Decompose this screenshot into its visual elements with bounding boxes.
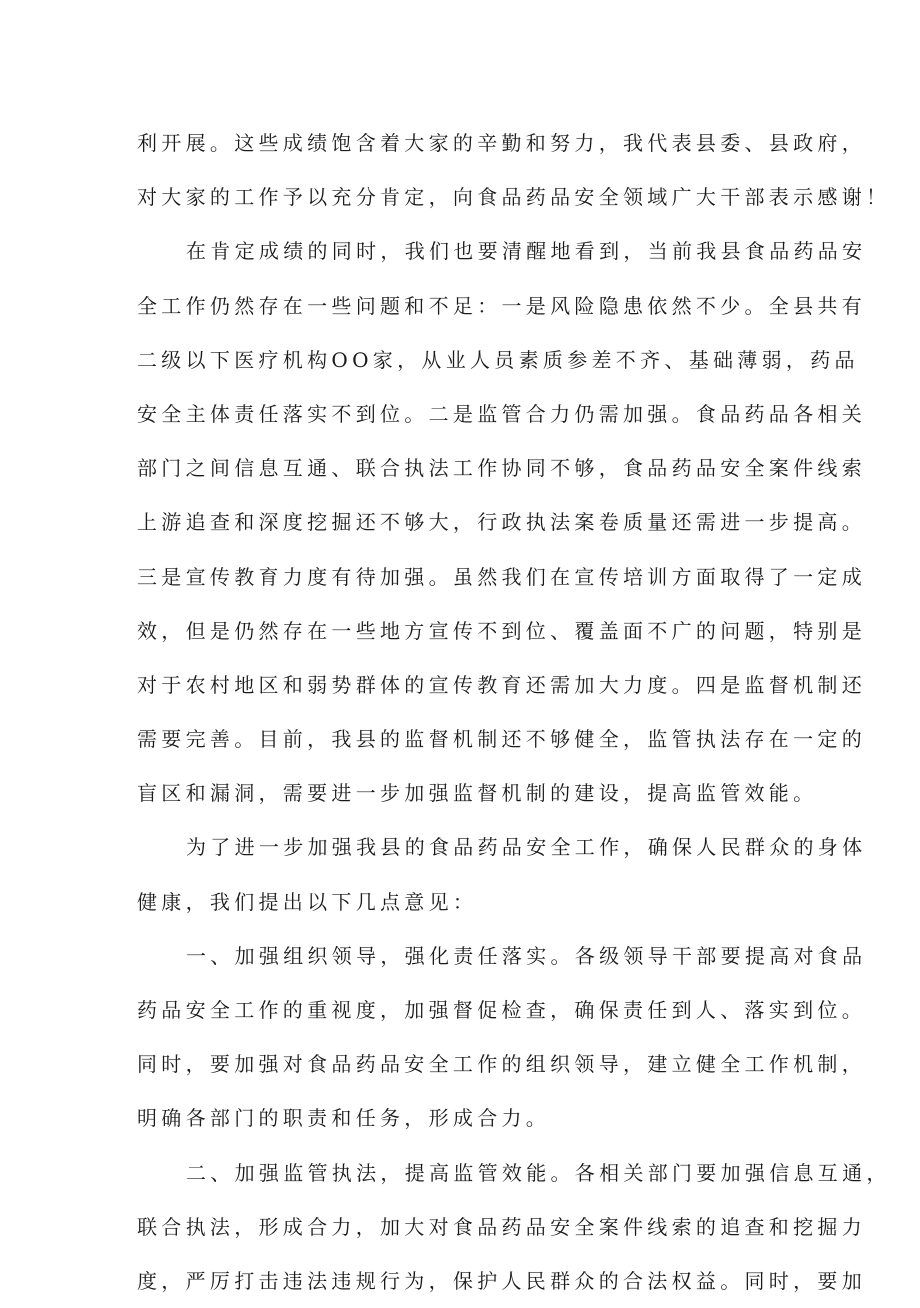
text-line: 上游追查和深度挖掘还不够大，行政执法案卷质量还需进一步提高。 (137, 510, 866, 535)
text-line: 在肯定成绩的同时，我们也要清醒地看到，当前我县食品药品安 (186, 239, 867, 264)
text-line: 二级以下医疗机构OO家，从业人员素质参差不齐、基础薄弱，药品 (137, 347, 859, 372)
text-line: 盲区和漏洞，需要进一步加强监督机制的建设，提高监管效能。 (137, 781, 818, 806)
text-line: 对于农村地区和弱势群体的宣传教育还需加大力度。四是监督机制还 (137, 672, 866, 697)
text-line: 部门之间信息互通、联合执法工作协同不够，食品药品安全案件线索 (137, 456, 866, 481)
text-line: 全工作仍然存在一些问题和不足：一是风险隐患依然不少。全县共有 (137, 293, 866, 318)
text-line: 需要完善。目前，我县的监督机制还不够健全，监管执法存在一定的 (137, 727, 866, 752)
document-body (137, 116, 891, 1308)
text-line: 对大家的工作予以充分肯定，向食品药品安全领域广大干部表示感谢！ (137, 185, 891, 210)
text-line: 一、加强组织领导，强化责任落实。各级领导干部要提高对食品 (186, 943, 867, 968)
text-line: 药品安全工作的重视度，加强督促检查，确保责任到人、落实到位。 (137, 998, 866, 1022)
text-line: 健康，我们提出以下几点意见： (137, 889, 478, 914)
text-line: 度，严厉打击违法违规行为，保护人民群众的合法权益。同时，要加 (137, 1268, 866, 1293)
text-line: 联合执法，形成合力，加大对食品药品安全案件线索的追查和挖掘力 (137, 1214, 866, 1239)
text-line: 利开展。这些成绩饱含着大家的辛勤和努力，我代表县委、县政府， (137, 131, 866, 155)
text-line: 三是宣传教育力度有待加强。虽然我们在宣传培训方面取得了一定成 (137, 564, 866, 589)
text-line: 同时，要加强对食品药品安全工作的组织领导，建立健全工作机制， (137, 1052, 866, 1077)
text-line: 效，但是仍然存在一些地方宣传不到位、覆盖面不广的问题，特别是 (137, 618, 866, 643)
text-line: 安全主体责任落实不到位。二是监管合力仍需加强。食品药品各相关 (137, 401, 866, 426)
text-line: 为了进一步加强我县的食品药品安全工作，确保人民群众的身体 (186, 835, 867, 860)
text-line: 明确各部门的职责和任务，形成合力。 (137, 1106, 551, 1131)
text-line: 二、加强监管执法，提高监管效能。各相关部门要加强信息互通， (186, 1160, 891, 1185)
